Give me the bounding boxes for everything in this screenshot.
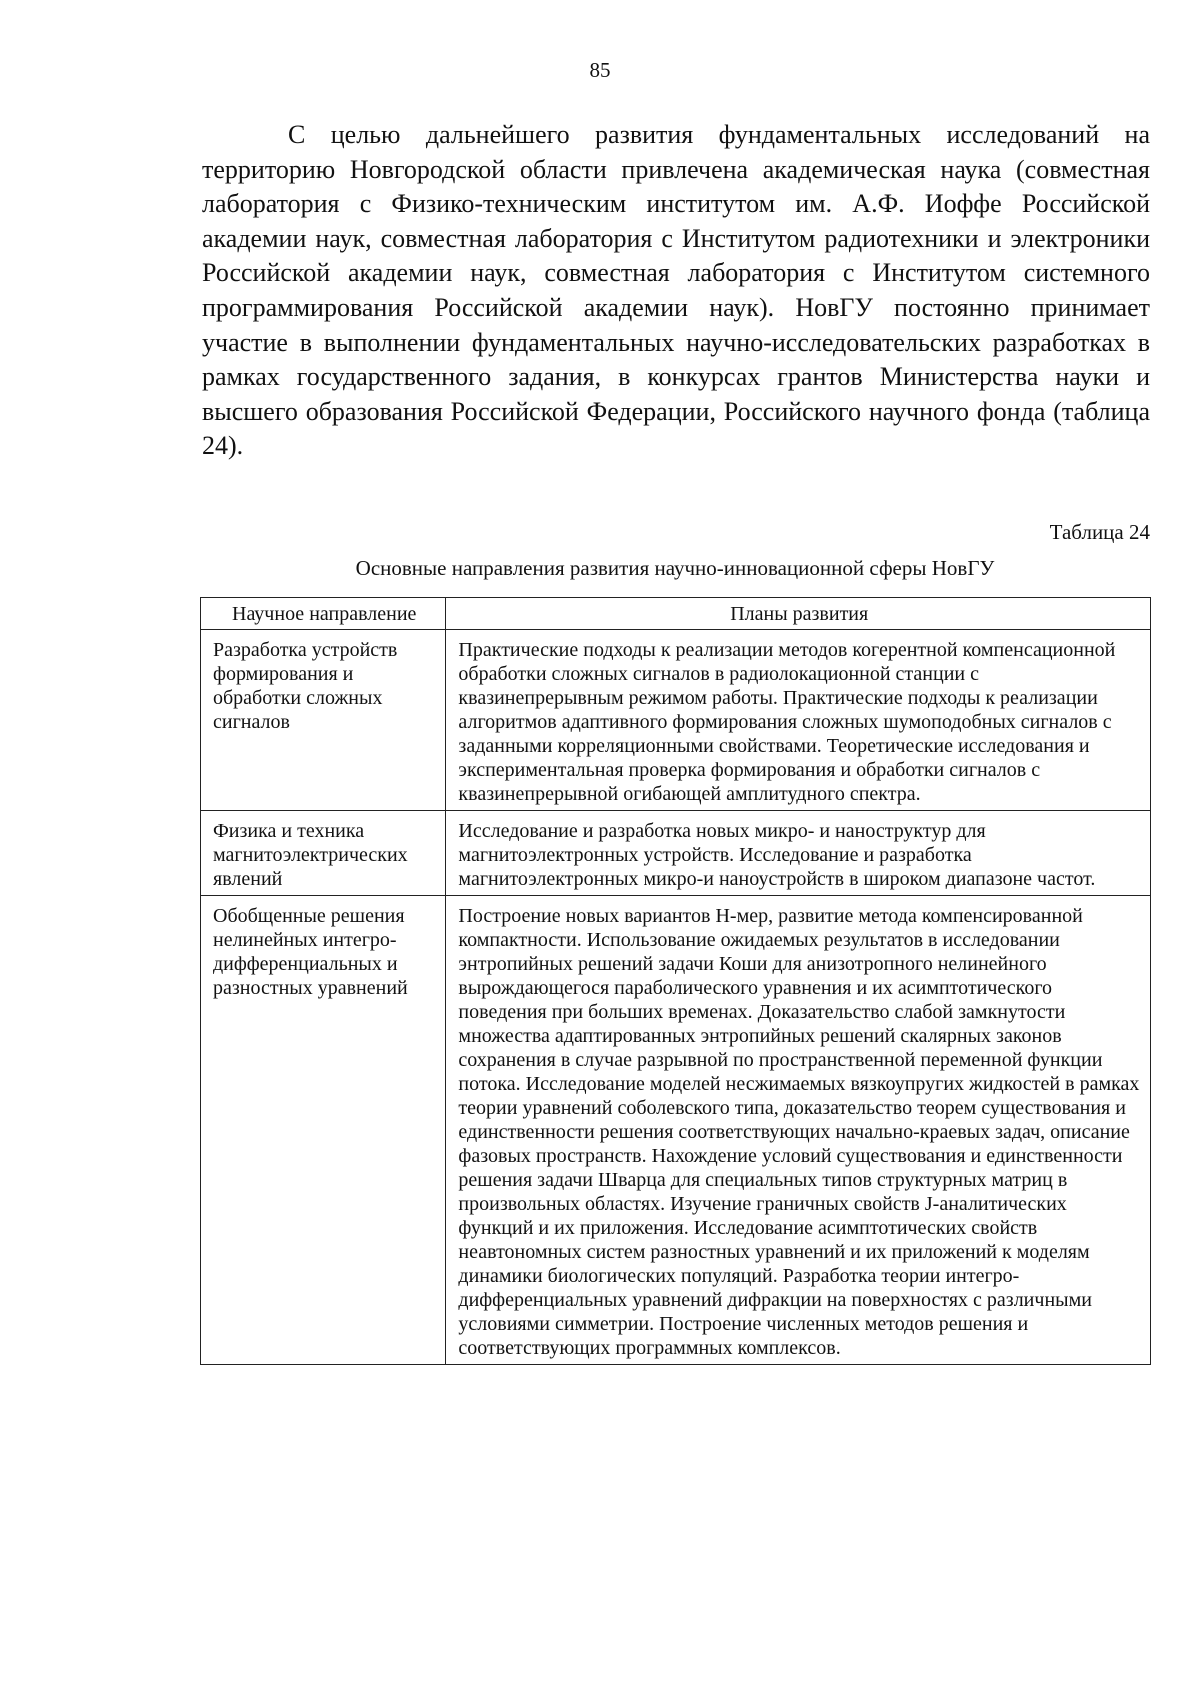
table-row bbox=[201, 896, 1151, 1365]
table-row bbox=[201, 630, 1151, 811]
header-direction: Научное направление bbox=[201, 598, 446, 630]
directions-table bbox=[200, 597, 1151, 1365]
direction-cell: Разработка устройств формирования и обработки сложных сигналов bbox=[201, 630, 446, 811]
body-paragraph: С целью дальнейшего развития фундаментальных исследований на территорию Новгородской области привлечена академическая наука (совместная лаборатория с Физико-техническим институтом им. А.Ф. Иоффе Российской академии наук, совместная лаборатория с Институтом радиотехники и электроники Российской академии наук, совместная лаборатория с Институтом системного программирования Российской академии наук). НовГУ постоянно принимает участие в выполнении фундаментальных научно-исследовательских разработках в рамках государственного задания, в конкурсах грантов Министерства науки и высшего образования Российской Федерации, Российского научного фонда (таблица 24). bbox=[202, 120, 1150, 461]
direction-cell: Обобщенные решения нелинейных интегро-дифференциальных и разностных уравнений bbox=[201, 896, 446, 1365]
table-row bbox=[201, 811, 1151, 896]
plans-cell: Исследование и разработка новых микро- и наноструктур для магнитоэлектронных устройств. Исследование и разработка магнитоэлектронных микро-и наноустройств в широком диапазоне частот. bbox=[446, 811, 1151, 896]
page-number: 85 bbox=[589, 58, 611, 82]
header-plans: Планы развития bbox=[446, 598, 1151, 630]
direction-cell: Физика и техника магнитоэлектрических явлений bbox=[201, 811, 446, 896]
plans-cell: Практические подходы к реализации методов когерентной компенсационной обработки сложных сигналов в радиолокационной станции с квазинепрерывным режимом работы. Практические подходы к реализации алгоритмов адаптивного формирования сложных шумоподобных сигналов с заданными корреляционными свойствами. Теоретические исследования и экспериментальная проверка формирования и обработки сигналов с квазинепрерывной огибающей амплитудного спектра. bbox=[446, 630, 1151, 811]
table-label: Таблица 24 bbox=[1049, 520, 1150, 544]
table-caption: Основные направления развития научно-инновационной сферы НовГУ bbox=[355, 556, 995, 580]
plans-cell: Построение новых вариантов H-мер, развитие метода компенсированной компактности. Использование ожидаемых результатов в исследовании энтропийных решений задачи Коши для анизотропного нелинейного вырождающегося параболического уравнения и их асимптотического поведения при больших временах. Доказательство слабой замкнутости множества адаптированных энтропийных решений скалярных законов сохранения в случае разрывной по пространственной переменной функции потока. Исследование моделей несжимаемых вязкоупругих жидкостей в рамках теории уравнений соболевского типа, доказательство теорем существования и единственности решения соответствующих начально-краевых задач, описание фазовых пространств. Нахождение условий существования и единственности решения задачи Шварца для специальных типов структурных матриц в произвольных областях. Изучение граничных свойств J-аналитических функций и их приложения. Исследование асимптотических свойств неавтономных систем разностных уравнений и их приложений к моделям динамики биологических популяций. Разработка теории интегро-дифференциальных уравнений дифракции на поверхностях с различными условиями симметрии. Построение численных методов решения и соответствующих программных комплексов. bbox=[446, 896, 1151, 1365]
table-header-row bbox=[201, 598, 1151, 630]
